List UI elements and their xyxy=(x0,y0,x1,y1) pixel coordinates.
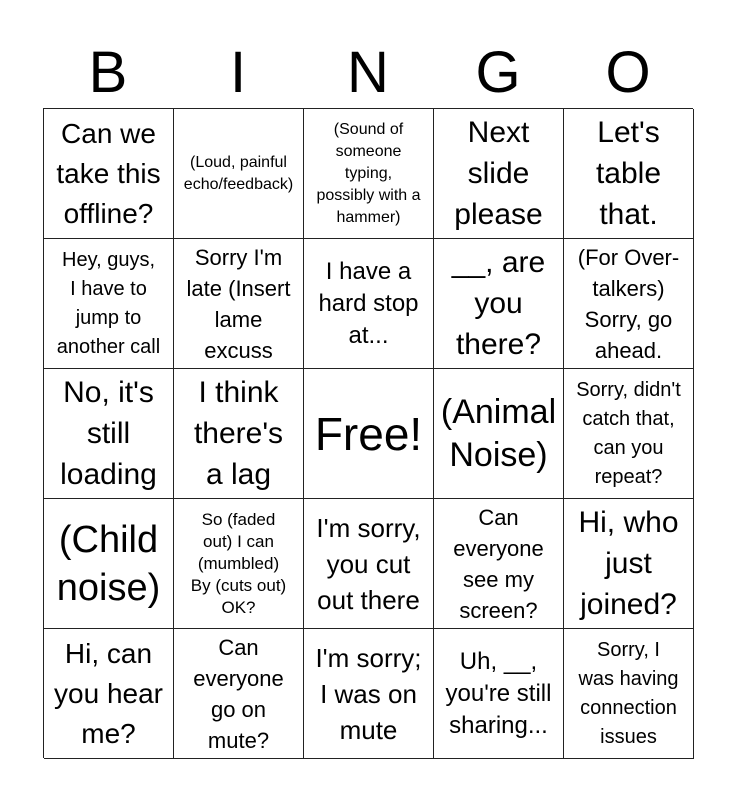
cell-text: Can everyone see my screen? xyxy=(453,504,544,623)
cell-text: Uh, __, you're still sharing... xyxy=(445,647,552,739)
bingo-cell[interactable] xyxy=(174,239,304,369)
cell-text: (Animal Noise) xyxy=(440,392,557,474)
bingo-cell[interactable] xyxy=(44,499,174,629)
free-space[interactable] xyxy=(304,369,434,499)
bingo-cell[interactable] xyxy=(174,499,304,629)
cell-text: So (faded out) I can (mumbled) By (cuts out) OK? xyxy=(190,509,287,617)
cell-text: Can everyone go on mute? xyxy=(193,634,284,753)
cell-text: Sorry I'm late (Insert lame excuss xyxy=(186,244,291,363)
bingo-header xyxy=(43,40,693,106)
bingo-cell[interactable] xyxy=(564,629,694,759)
bingo-cell[interactable] xyxy=(174,109,304,239)
bingo-cell[interactable] xyxy=(434,239,564,369)
bingo-cell[interactable] xyxy=(304,499,434,629)
cell-text: I'm sorry, you cut out there xyxy=(316,512,421,615)
header-letter-g: G xyxy=(475,40,521,105)
cell-text: Sorry, didn't catch that, can you repeat? xyxy=(576,378,681,488)
bingo-cell[interactable] xyxy=(44,369,174,499)
bingo-board xyxy=(43,108,693,758)
bingo-cell[interactable] xyxy=(304,239,434,369)
cell-text: Let's table that. xyxy=(595,116,662,231)
cell-text: Hey, guys, I have to jump to another call xyxy=(56,248,161,358)
header-letter-b: B xyxy=(88,40,128,105)
bingo-cell[interactable] xyxy=(304,629,434,759)
cell-text: I'm sorry; I was on mute xyxy=(315,642,422,745)
bingo-cell[interactable] xyxy=(564,239,694,369)
bingo-cell[interactable] xyxy=(44,109,174,239)
bingo-cell[interactable] xyxy=(564,109,694,239)
cell-text: No, it's still loading xyxy=(60,376,157,491)
bingo-cell[interactable] xyxy=(174,629,304,759)
cell-text: Can we take this offline? xyxy=(56,117,161,229)
bingo-cell[interactable] xyxy=(44,239,174,369)
bingo-cell[interactable] xyxy=(304,109,434,239)
cell-text: Free! xyxy=(314,407,423,460)
bingo-cell[interactable] xyxy=(434,109,564,239)
bingo-cell[interactable] xyxy=(174,369,304,499)
cell-text: (Sound of someone typing, possibly with a hammer) xyxy=(316,120,421,226)
bingo-cell[interactable] xyxy=(564,369,694,499)
bingo-cell[interactable] xyxy=(564,499,694,629)
header-letter-o: O xyxy=(605,40,651,105)
cell-text: Hi, can you hear me? xyxy=(54,637,163,749)
cell-text: (For Over- talkers) Sorry, go ahead. xyxy=(577,244,680,363)
bingo-cell[interactable] xyxy=(434,369,564,499)
cell-text: __, are you there? xyxy=(451,246,546,361)
cell-text: (Loud, painful echo/feedback) xyxy=(183,153,294,193)
cell-text: Hi, who just joined? xyxy=(578,506,679,621)
cell-text: Sorry, I was having connection issues xyxy=(578,638,679,748)
cell-text: I have a hard stop at... xyxy=(318,257,419,349)
bingo-cell[interactable] xyxy=(434,629,564,759)
header-letter-i: I xyxy=(229,40,247,105)
header-letter-n: N xyxy=(347,40,389,105)
cell-text: I think there's a lag xyxy=(193,376,284,491)
cell-text: (Child noise) xyxy=(56,518,161,609)
bingo-cell[interactable] xyxy=(44,629,174,759)
bingo-cell[interactable] xyxy=(434,499,564,629)
cell-text: Next slide please xyxy=(454,116,543,231)
